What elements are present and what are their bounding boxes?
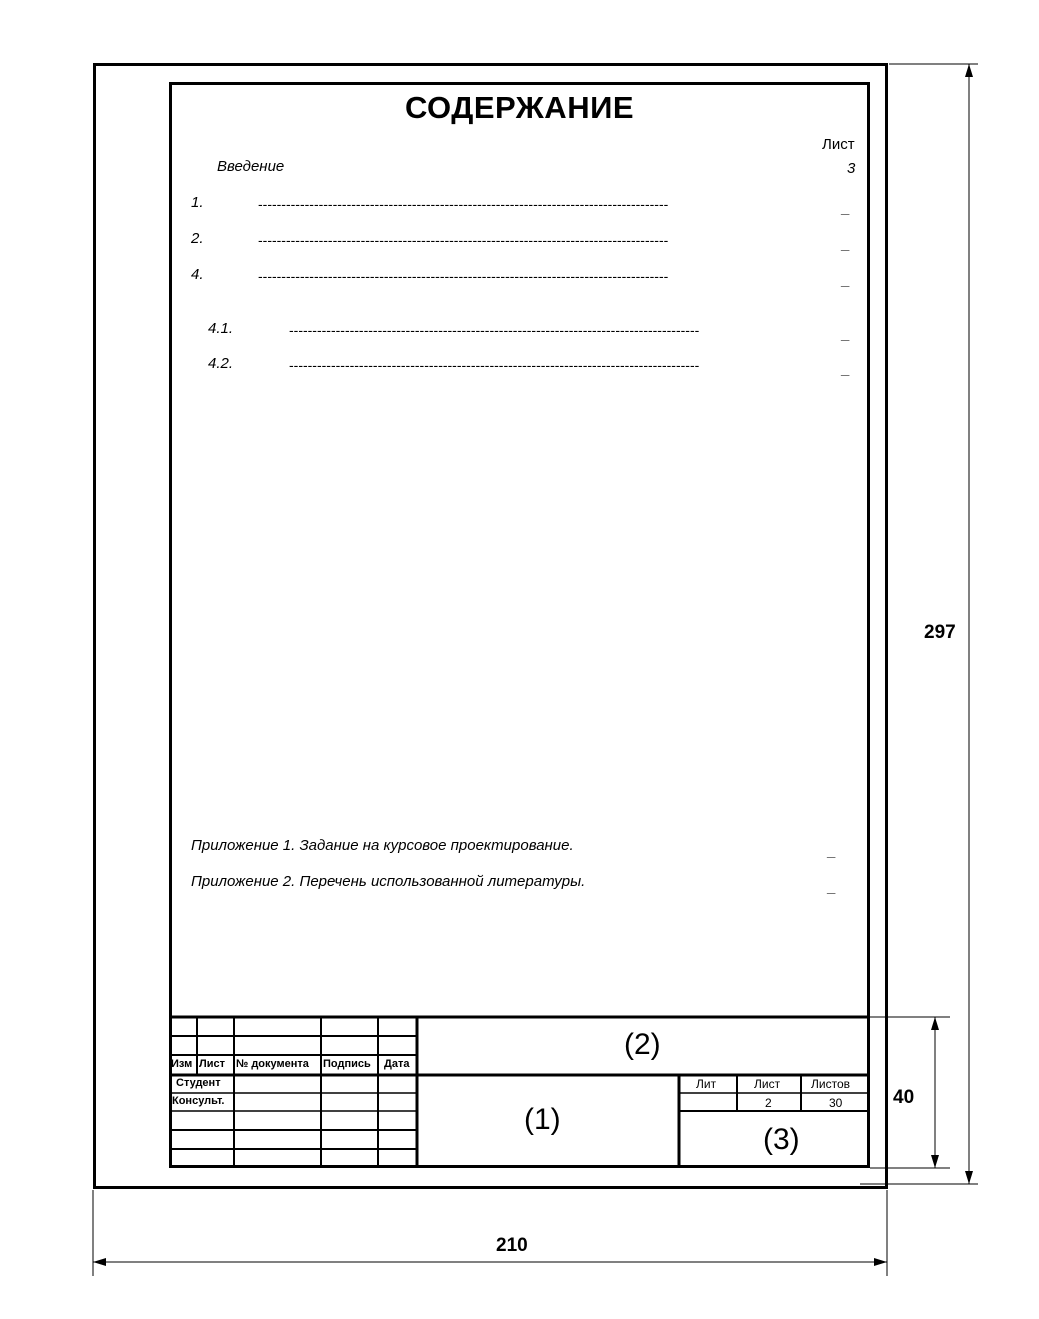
toc-subitem-page: _ — [842, 361, 851, 378]
toc-appendix-label: Приложение 1. Задание на курсовое проектирование. — [191, 837, 574, 854]
toc-item-leader: ---------------------------------------------------------------------------------------- — [258, 269, 669, 283]
sheet-column-header: Лист — [822, 136, 855, 153]
tb-listov-label: Листов — [811, 1077, 850, 1091]
tb-field-3: (3) — [763, 1123, 800, 1156]
tb-row-student: Студент — [176, 1077, 221, 1089]
toc-item-page: _ — [842, 200, 851, 217]
page-title: СОДЕРЖАНИЕ — [404, 90, 635, 125]
tb-header-sign: Подпись — [323, 1058, 371, 1070]
tb-header-list: Лист — [199, 1058, 225, 1070]
toc-appendix-label: Приложение 2. Перечень использованной литературы. — [191, 873, 586, 890]
toc-item-page: _ — [842, 236, 851, 253]
toc-item-number: 4. — [191, 266, 204, 283]
toc-item-page: _ — [842, 272, 851, 289]
toc-item-number: 1. — [191, 194, 204, 211]
toc-intro-page: 3 — [847, 160, 856, 177]
toc-intro-label: Введение — [217, 158, 285, 175]
toc-subitem-leader: ---------------------------------------------------------------------------------------- — [289, 358, 700, 372]
toc-appendix-page: _ — [828, 843, 837, 860]
tb-listov-value: 30 — [829, 1096, 843, 1110]
tb-header-date: Дата — [384, 1058, 410, 1070]
toc-subitem-number: 4.1. — [208, 320, 234, 337]
tb-list-value: 2 — [765, 1096, 772, 1110]
tb-list-label: Лист — [754, 1077, 781, 1091]
tb-lit-label: Лит — [696, 1077, 717, 1091]
tb-header-doc: № документа — [236, 1058, 309, 1070]
dimension-height: 297 — [924, 622, 956, 643]
toc-subitem-leader: ---------------------------------------------------------------------------------------- — [289, 323, 700, 337]
toc-item-number: 2. — [191, 230, 204, 247]
toc-item-leader: ---------------------------------------------------------------------------------------- — [258, 233, 669, 247]
toc-subitem-number: 4.2. — [208, 355, 234, 372]
dimension-width: 210 — [496, 1235, 528, 1256]
toc-subitem-page: _ — [842, 326, 851, 343]
dimension-block-height: 40 — [893, 1087, 915, 1108]
tb-field-1: (1) — [524, 1103, 561, 1136]
tb-row-consult: Консульт. — [172, 1095, 225, 1107]
tb-header-izm: Изм — [171, 1058, 193, 1070]
toc-appendix-page: _ — [828, 879, 837, 896]
tb-field-2: (2) — [624, 1028, 661, 1061]
toc-item-leader: ---------------------------------------------------------------------------------------- — [258, 197, 669, 211]
